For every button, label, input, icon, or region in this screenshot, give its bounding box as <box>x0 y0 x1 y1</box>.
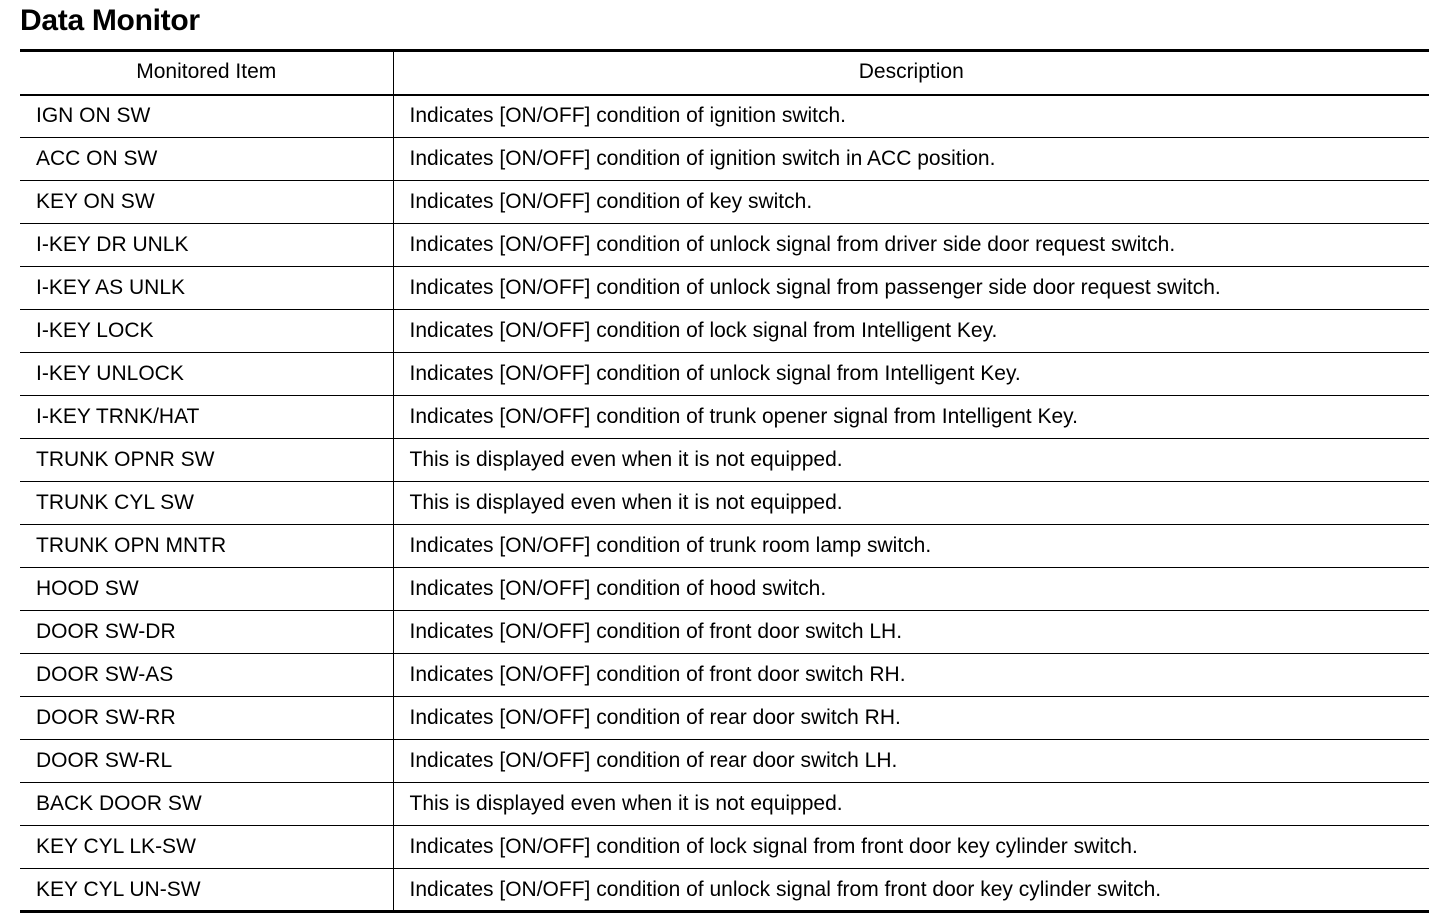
description-cell: Indicates [ON/OFF] condition of unlock signal from passenger side door request switch. <box>393 267 1429 310</box>
description-cell: This is displayed even when it is not equipped. <box>393 783 1429 826</box>
monitored-item-cell: ACC ON SW <box>20 138 393 181</box>
header-description: Description <box>393 51 1429 95</box>
table-row <box>20 783 1429 826</box>
description-cell: Indicates [ON/OFF] condition of trunk room lamp switch. <box>393 525 1429 568</box>
monitored-item-cell: BACK DOOR SW <box>20 783 393 826</box>
header-monitored-item: Monitored Item <box>20 51 393 95</box>
description-cell: Indicates [ON/OFF] condition of unlock signal from front door key cylinder switch. <box>393 869 1429 912</box>
table-row <box>20 482 1429 525</box>
description-cell: Indicates [ON/OFF] condition of front door switch RH. <box>393 654 1429 697</box>
description-cell: Indicates [ON/OFF] condition of unlock signal from driver side door request switch. <box>393 224 1429 267</box>
description-cell: This is displayed even when it is not equipped. <box>393 482 1429 525</box>
table-row <box>20 267 1429 310</box>
monitored-item-cell: DOOR SW-RR <box>20 697 393 740</box>
monitored-item-cell: I-KEY UNLOCK <box>20 353 393 396</box>
monitored-item-cell: TRUNK OPN MNTR <box>20 525 393 568</box>
data-monitor-table <box>20 49 1429 913</box>
table-row <box>20 95 1429 138</box>
table-row <box>20 439 1429 482</box>
page-title: Data Monitor <box>20 4 200 37</box>
monitored-item-cell: HOOD SW <box>20 568 393 611</box>
monitored-item-cell: I-KEY TRNK/HAT <box>20 396 393 439</box>
description-cell: Indicates [ON/OFF] condition of lock signal from Intelligent Key. <box>393 310 1429 353</box>
description-cell: Indicates [ON/OFF] condition of key switch. <box>393 181 1429 224</box>
description-cell: Indicates [ON/OFF] condition of hood switch. <box>393 568 1429 611</box>
header-row <box>20 51 1429 95</box>
monitored-item-cell: I-KEY LOCK <box>20 310 393 353</box>
table-header <box>20 51 1429 95</box>
monitored-item-cell: KEY CYL UN-SW <box>20 869 393 912</box>
monitored-item-cell: IGN ON SW <box>20 95 393 138</box>
table-row <box>20 654 1429 697</box>
description-cell: Indicates [ON/OFF] condition of trunk opener signal from Intelligent Key. <box>393 396 1429 439</box>
table-row <box>20 568 1429 611</box>
monitored-item-cell: KEY ON SW <box>20 181 393 224</box>
table-row <box>20 138 1429 181</box>
table-row <box>20 525 1429 568</box>
description-cell: Indicates [ON/OFF] condition of front door switch LH. <box>393 611 1429 654</box>
description-cell: Indicates [ON/OFF] condition of lock signal from front door key cylinder switch. <box>393 826 1429 869</box>
table-row <box>20 181 1429 224</box>
description-cell: Indicates [ON/OFF] condition of unlock signal from Intelligent Key. <box>393 353 1429 396</box>
description-cell: Indicates [ON/OFF] condition of ignition switch. <box>393 95 1429 138</box>
table-row <box>20 826 1429 869</box>
table-body <box>20 95 1429 912</box>
monitored-item-cell: I-KEY AS UNLK <box>20 267 393 310</box>
description-cell: Indicates [ON/OFF] condition of rear door switch LH. <box>393 740 1429 783</box>
monitored-item-cell: TRUNK OPNR SW <box>20 439 393 482</box>
table-row <box>20 740 1429 783</box>
table-row <box>20 869 1429 912</box>
table-row <box>20 353 1429 396</box>
monitored-item-cell: TRUNK CYL SW <box>20 482 393 525</box>
monitored-item-cell: DOOR SW-AS <box>20 654 393 697</box>
monitored-item-cell: I-KEY DR UNLK <box>20 224 393 267</box>
table-row <box>20 396 1429 439</box>
monitored-item-cell: KEY CYL LK-SW <box>20 826 393 869</box>
description-cell: Indicates [ON/OFF] condition of ignition switch in ACC position. <box>393 138 1429 181</box>
table-row <box>20 224 1429 267</box>
monitored-item-cell: DOOR SW-DR <box>20 611 393 654</box>
table-row <box>20 611 1429 654</box>
description-cell: Indicates [ON/OFF] condition of rear door switch RH. <box>393 697 1429 740</box>
table-row <box>20 697 1429 740</box>
monitored-item-cell: DOOR SW-RL <box>20 740 393 783</box>
description-cell: This is displayed even when it is not equipped. <box>393 439 1429 482</box>
table-row <box>20 310 1429 353</box>
